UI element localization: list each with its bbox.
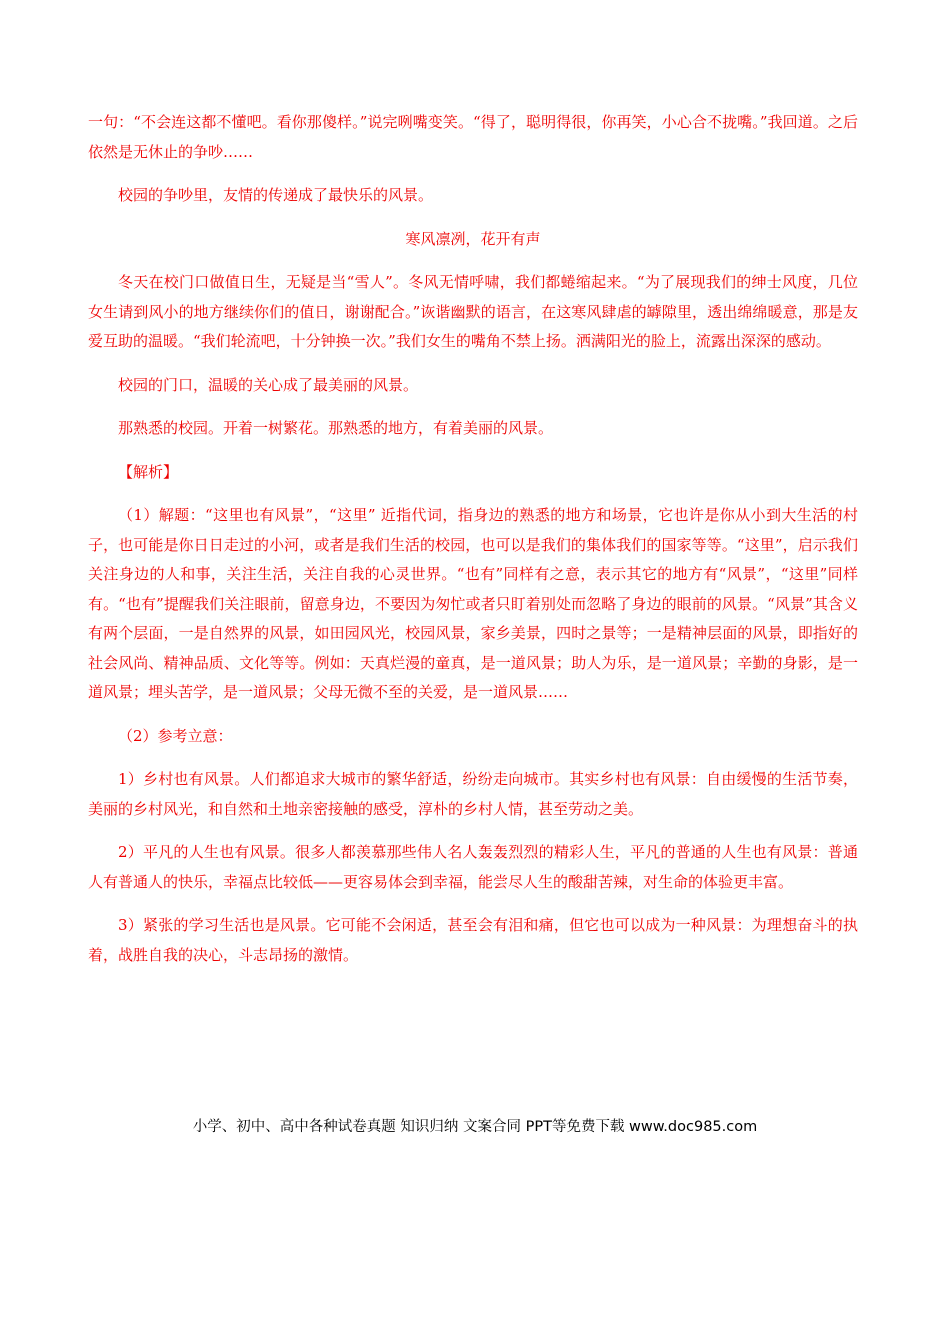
paragraph-argument-end: 一句：“不会连这都不懂吧。看你那傻样。”说完咧嘴变笑。“得了，聪明得很，你再笑，小心合不拢嘴。”我回道。之后依然是无休止的争吵…… (88, 113, 858, 161)
idea-2: 2）平凡的人生也有风景。很多人都羡慕那些伟人名人轰轰烈烈的精彩人生，平凡的普通的人生也有风景：普通人有普通人的快乐，幸福点比较低——更容易体会到幸福，能尝尽人生的酸甜苦辣，对生命的体验更丰富。 (88, 843, 858, 891)
paragraph-summary-care: 校园的门口，温暖的关心成了最美丽的风景。 (118, 375, 419, 394)
analysis-explanation: （1）解题：“这里也有风景”，“这里” 近指代词，指身边的熟悉的地方和场景，它也许是你从小到大生活的村子，也可能是你日日走过的小河，或者是我们生活的校园，也可以是我们的集体我们的国家等等。“这里”，启示我们关注身边的人和事，关注生活，关注自我的心灵世界。“也有”同样有之意，表示其它的地方有“风景”，“这里”同样有。“也有”提醒我们关注眼前，留意身边，不要因为匆忙或者只盯着别处而忽略了身边的眼前的风景。“风景”其含义有两个层面，一是自然界的风景，如田园风光，校园风景，家乡美景，四时之景等；一是精神层面的风景，即指好的社会风尚、精神品质、文化等等。例如：天真烂漫的童真，是一道风景；助人为乐，是一道风景；辛勤的身影，是一道风景；埋头苦学，是一道风景；父母无微不至的关爱，是一道风景…… (88, 506, 858, 701)
page-footer: 小学、初中、高中各种试卷真题 知识归纳 文案合同 PPT等免费下载 www.doc985.com (192, 1119, 758, 1135)
paragraph-summary-friendship: 校园的争吵里，友情的传递成了最快乐的风景。 (118, 186, 434, 204)
analysis-heading: 【解析】 (118, 462, 179, 481)
idea-3: 3）紧张的学习生活也是风景。它可能不会闲适，甚至会有泪和痛，但它也可以成为一种风景：为理想奋斗的执着，战胜自我的决心，斗志昂扬的激情。 (88, 916, 858, 964)
section-subtitle: 寒风凛冽，花开有声 (405, 229, 541, 248)
paragraph-conclusion: 那熟悉的校园。开着一树繁花。那熟悉的地方，有着美丽的风景。 (118, 419, 554, 437)
idea-1: 1）乡村也有风景。人们都追求大城市的繁华舒适，纷纷走向城市。其实乡村也有风景：自由缓慢的生活节奏，美丽的乡村风光，和自然和土地亲密接触的感受，淳朴的乡村人情，甚至劳动之美。 (88, 770, 858, 818)
reference-ideas-heading: （2）参考立意： (118, 726, 233, 745)
paragraph-winter-duty: 冬天在校门口做值日生，无疑是当“雪人”。冬风无情呼啸，我们都蜷缩起来。“为了展现我们的绅士风度，几位女生请到风小的地方继续你们的值日，谢谢配合。”诙谐幽默的语言，在这寒风肆虐的罅隙里，透出绵绵暖意，那是友爱互助的温暖。“我们轮流吧，十分钟换一次。”我们女生的嘴角不禁上扬。洒满阳光的脸上，流露出深深的感动。 (88, 273, 858, 350)
document-body (88, 108, 858, 984)
